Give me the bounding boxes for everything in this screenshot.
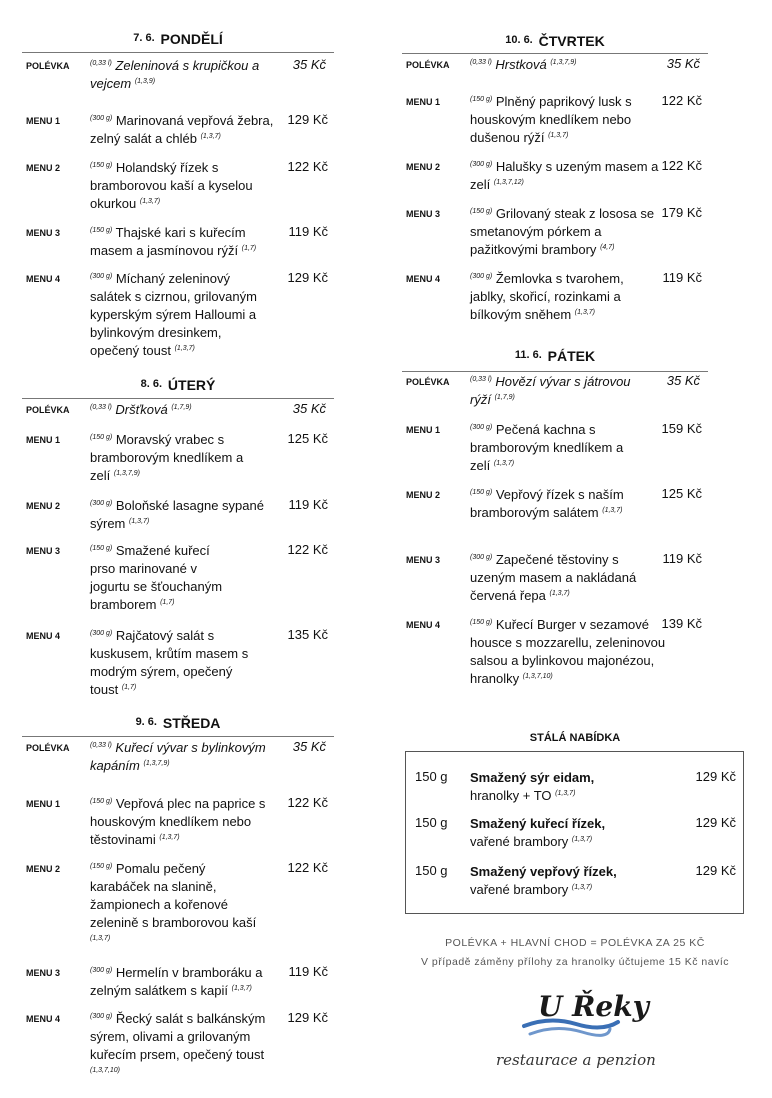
logo-tagline: restaurace a penzion [496, 1051, 656, 1069]
dish-description: $^{(300 g)}$ Pečená kachna s bramborovým knedlíkem a zelí $^{(1,3,7)}$ [470, 422, 624, 473]
dish-price: 35 Kč [292, 57, 326, 72]
dish-description: $^{(150 g)}$ Kuřecí Burger v sezamové housce s mozzarellu, zeleninovou salsou a bylinkovou majonézou, hranolky $^{(1,3,7,10)}$ [470, 617, 666, 686]
dish-description: $^{(150 g)}$ Vepřový řízek s naším bramborovým salátem $^{(1,3,7)}$ [470, 487, 624, 520]
row-label: MENU 1 [26, 799, 61, 809]
dish-description: $^{(300 g)}$ Řecký salát s balkánským sýrem, olivami a grilovaným kuřecím prsem, opečený toust $^{(1,3,7,10)}$ [90, 1011, 266, 1074]
day-header-thursday [402, 33, 708, 49]
dish-price: 35 Kč [292, 401, 326, 416]
combo-note: POLÉVKA + HLAVNÍ CHOD = POLÉVKA ZA 25 KČ [445, 937, 705, 949]
day-header-friday [402, 348, 708, 364]
dish-price: 129 Kč [287, 112, 328, 127]
row-label: MENU 1 [26, 435, 61, 445]
day-divider [402, 371, 708, 372]
row-label: POLÉVKA [26, 743, 70, 753]
day-name: ČTVRTEK [538, 33, 605, 49]
dish-description: $^{(150 g)}$ Smažené kuřecí prso marinované v jogurtu se šťouchaným bramborem $^{(1,7)}$ [90, 543, 223, 612]
dish-price: 119 Kč [288, 224, 328, 239]
dish-price: 119 Kč [662, 270, 702, 285]
item-price: 129 Kč [695, 815, 736, 830]
dish-price: 35 Kč [292, 739, 326, 754]
day-date: 9. 6. [135, 716, 157, 728]
row-label: MENU 2 [26, 864, 61, 874]
row-label: MENU 4 [406, 274, 441, 284]
dish-description: $^{(300 g)}$ Hermelín v bramboráku a zelným salátkem s kapií $^{(1,3,7)}$ [90, 965, 263, 998]
item-price: 129 Kč [695, 769, 736, 784]
logo-graphic [490, 982, 660, 1077]
side-swap-note: V případě záměny přílohy za hranolky účtujeme 15 Kč navíc [420, 956, 730, 968]
day-divider [22, 736, 334, 737]
row-label: MENU 4 [26, 274, 61, 284]
dish-description: $^{(0,33 l)}$ Zeleninová s krupičkou a vejcem $^{(1,3,9)}$ [90, 58, 260, 91]
dish-description: $^{(300 g)}$ Žemlovka s tvarohem, jablky, skořicí, rozinkami a bílkovým sněhem $^{(1,3,7)}$ [470, 271, 624, 322]
row-label: MENU 1 [406, 97, 441, 107]
row-label: MENU 2 [26, 501, 61, 511]
dish-description: $^{(0,33 l)}$ Dršťková $^{(1,7,9)}$ [90, 402, 192, 417]
dish-price: 119 Kč [288, 497, 328, 512]
row-label: MENU 3 [26, 968, 61, 978]
dish-price: 122 Kč [287, 159, 328, 174]
dish-price: 129 Kč [287, 1010, 328, 1025]
dish-price: 122 Kč [287, 542, 328, 557]
dish-price: 122 Kč [661, 158, 702, 173]
dish-description: $^{(300 g)}$ Boloňské lasagne sypané sýrem $^{(1,3,7)}$ [90, 498, 264, 531]
dish-description: $^{(150 g)}$ Thajské kari s kuřecím masem a jasmínovou rýží $^{(1,7)}$ [90, 225, 257, 258]
dish-price: 135 Kč [287, 627, 328, 642]
dish-price: 129 Kč [287, 270, 328, 285]
dish-price: 35 Kč [666, 56, 700, 71]
item-weight: 150 g [415, 769, 448, 784]
dish-price: 122 Kč [661, 93, 702, 108]
dish-price: 122 Kč [287, 795, 328, 810]
day-header-tuesday [22, 377, 334, 393]
item-description: Smažený sýr eidam, hranolky + TO $^{(1,3,7)}$ [470, 770, 595, 803]
day-date: 8. 6. [140, 378, 163, 390]
item-price: 129 Kč [695, 863, 736, 878]
dish-price: 159 Kč [661, 421, 702, 436]
dish-description: $^{(150 g)}$ Pomalu pečený karabáček na slanině, žampionech a kořenové zelenině s bramborovou kaší $^{(1,3,7)}$ [90, 861, 257, 942]
item-weight: 150 g [415, 815, 448, 830]
dish-description: $^{(0,33 l)}$ Hovězí vývar s játrovou rýží $^{(1,7,9)}$ [470, 374, 631, 407]
dish-description: $^{(150 g)}$ Plněný paprikový lusk s houskovým knedlíkem nebo dušenou rýží $^{(1,3,7)}$ [470, 94, 632, 145]
day-date: 7. 6. [133, 32, 155, 44]
row-label: MENU 2 [406, 162, 441, 172]
dish-description: $^{(300 g)}$ Marinovaná vepřová žebra, zelný salát a chléb $^{(1,3,7)}$ [90, 113, 274, 146]
row-label: MENU 3 [406, 555, 441, 565]
row-label: MENU 2 [406, 490, 441, 500]
row-label: MENU 3 [26, 546, 61, 556]
row-label: MENU 4 [26, 631, 61, 641]
row-label: MENU 2 [26, 163, 61, 173]
day-name: ÚTERÝ [167, 377, 216, 393]
row-label: MENU 4 [406, 620, 441, 630]
standing-offer-box [405, 751, 744, 914]
day-header-monday [22, 31, 334, 47]
dish-description: $^{(150 g)}$ Holandský řízek s bramborovou kaší a kyselou okurkou $^{(1,3,7)}$ [90, 160, 253, 211]
dish-price: 139 Kč [661, 616, 702, 631]
dish-price: 119 Kč [662, 551, 702, 566]
day-name: PÁTEK [547, 348, 596, 364]
item-weight: 150 g [415, 863, 448, 878]
logo-name: U Řeky [538, 990, 649, 1023]
row-label: MENU 3 [26, 228, 61, 238]
dish-price: 125 Kč [661, 486, 702, 501]
item-description: Smažený vepřový řízek, vařené brambory $^{(1,3,7)}$ [470, 864, 617, 897]
row-label: MENU 4 [26, 1014, 61, 1024]
row-label: MENU 1 [406, 425, 441, 435]
dish-description: $^{(300 g)}$ Zapečené těstoviny s uzeným masem a nakládaná červená řepa $^{(1,3,7)}$ [470, 552, 637, 603]
day-divider [402, 53, 708, 54]
row-label: POLÉVKA [406, 377, 450, 387]
dish-price: 122 Kč [287, 860, 328, 875]
row-label: MENU 1 [26, 116, 61, 126]
day-divider [22, 52, 334, 53]
dish-price: 179 Kč [661, 205, 702, 220]
dish-description: $^{(150 g)}$ Moravský vrabec s bramborovým knedlíkem a zelí $^{(1,3,7,9)}$ [90, 432, 244, 483]
dish-price: 119 Kč [288, 964, 328, 979]
day-divider [22, 398, 334, 399]
row-label: MENU 3 [406, 209, 441, 219]
day-date: 10. 6. [505, 34, 533, 46]
dish-description: $^{(150 g)}$ Vepřová plec na paprice s houskovým knedlíkem nebo těstovinami $^{(1,3,7)}$ [90, 796, 266, 847]
standing-offer-title: STÁLÁ NABÍDKA [529, 732, 621, 744]
dish-description: $^{(0,33 l)}$ Hrstková $^{(1,3,7,9)}$ [470, 57, 577, 72]
row-label: POLÉVKA [406, 60, 450, 70]
dish-description: $^{(300 g)}$ Halušky s uzeným masem a zelí $^{(1,3,7,12)}$ [470, 159, 659, 192]
row-label: POLÉVKA [26, 405, 70, 415]
day-header-wednesday [22, 715, 334, 731]
item-description: Smažený kuřecí řízek, vařené brambory $^{(1,3,7)}$ [470, 816, 606, 849]
dish-price: 35 Kč [666, 373, 700, 388]
day-date: 11. 6. [514, 349, 542, 361]
day-name: STŘEDA [162, 715, 221, 731]
row-label: POLÉVKA [26, 61, 70, 71]
dish-description: $^{(0,33 l)}$ Kuřecí vývar s bylinkovým kapáním $^{(1,3,7,9)}$ [90, 740, 266, 773]
restaurant-logo [490, 982, 660, 1077]
dish-price: 125 Kč [287, 431, 328, 446]
dish-description: $^{(150 g)}$ Grilovaný steak z lososa se smetanovým pórkem a pažitkovými brambory $^{(4,7)}$ [470, 206, 655, 257]
day-name: PONDĚLÍ [160, 31, 223, 47]
dish-description: $^{(300 g)}$ Rajčatový salát s kuskusem, krůtím masem s modrým sýrem, opečený toust $^{(1,7)}$ [90, 628, 249, 697]
dish-description: $^{(300 g)}$ Míchaný zeleninový salátek s cizrnou, grilovaným kyperským sýrem Halloumi a bylinkovým dresinkem, opečený toust $^{(1,3,7)}$ [90, 271, 257, 358]
